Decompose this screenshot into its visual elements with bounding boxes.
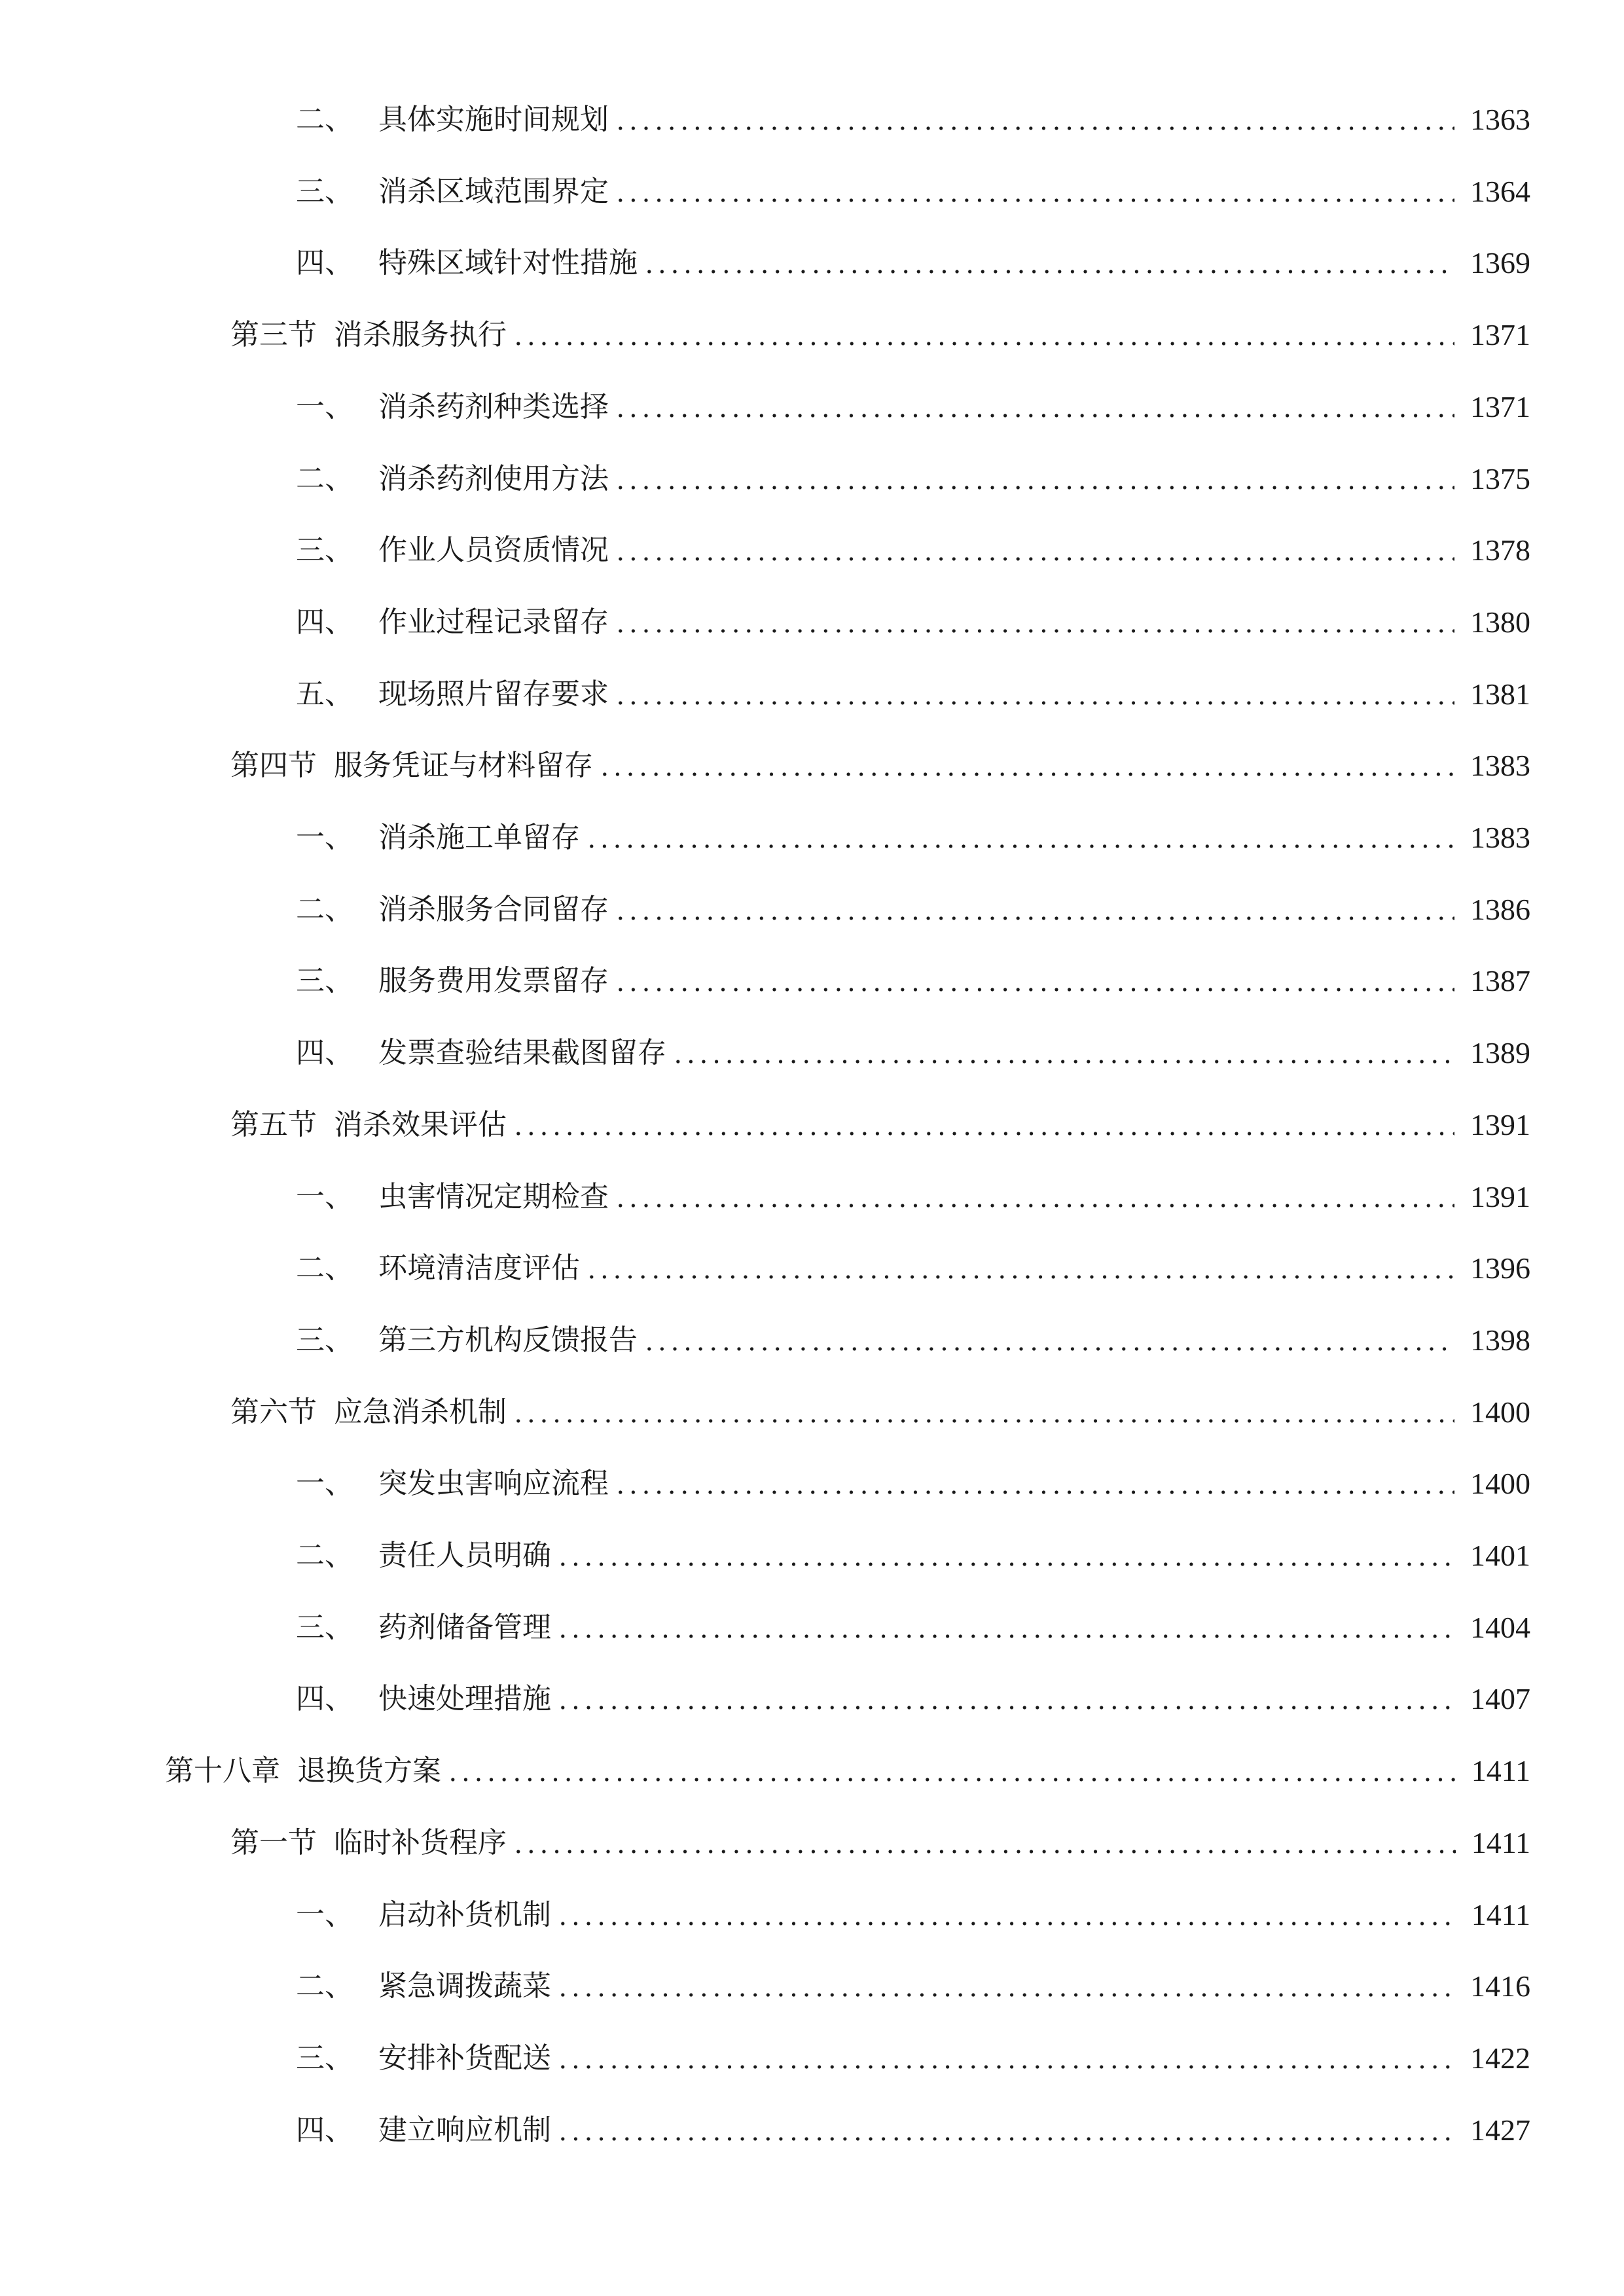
toc-entry-title: 突发虫害响应流程 <box>378 1467 609 1500</box>
dot-leader <box>643 1347 1454 1351</box>
toc-entry[interactable] <box>296 955 1530 1007</box>
dot-leader <box>614 486 1454 490</box>
toc-entry[interactable] <box>296 1458 1530 1510</box>
toc-entry-title: 启动补货机制 <box>378 1898 551 1931</box>
dot-leader <box>556 2065 1454 2069</box>
toc-entry-number: 五、 <box>296 677 353 711</box>
toc-entry-number: 二、 <box>296 1969 353 2003</box>
toc-entry[interactable] <box>296 668 1530 721</box>
toc-entry-title: 临时补货程序 <box>334 1826 507 1859</box>
toc-entry-label <box>296 1682 551 1715</box>
dot-leader <box>614 557 1454 561</box>
toc-entry-number: 一、 <box>296 1467 353 1500</box>
toc-entry-number: 三、 <box>296 2041 353 2075</box>
toc-entry[interactable] <box>296 1889 1530 1941</box>
toc-entry-page-number: 1371 <box>1470 318 1530 351</box>
toc-entry-page-number: 1375 <box>1470 462 1530 495</box>
toc-entry-label <box>296 2113 551 2147</box>
toc-entry-page-number: 1422 <box>1470 2041 1530 2075</box>
toc-entry-title: 发票查验结果截图留存 <box>378 1036 666 1069</box>
dot-leader <box>556 1634 1454 1638</box>
toc-entry-title: 服务费用发票留存 <box>378 964 609 997</box>
toc-entry[interactable] <box>296 1530 1530 1582</box>
toc-entry-number: 四、 <box>296 2113 353 2147</box>
toc-entry[interactable] <box>296 596 1530 649</box>
toc-entry-number: 二、 <box>296 1539 353 1572</box>
toc-entry[interactable] <box>230 1386 1530 1439</box>
toc-entry-label <box>296 2041 551 2075</box>
toc-entry[interactable] <box>230 740 1530 792</box>
toc-entry-number: 一、 <box>296 1180 353 1213</box>
toc-entry[interactable] <box>296 884 1530 936</box>
dot-leader <box>643 270 1454 274</box>
toc-entry-number: 第五节 <box>230 1108 317 1141</box>
toc-entry-number: 二、 <box>296 1251 353 1285</box>
toc-entry-title: 退换货方案 <box>297 1754 441 1787</box>
dot-leader <box>556 1993 1454 1997</box>
dot-leader <box>446 1778 1456 1782</box>
toc-entry-title: 消杀药剂种类选择 <box>378 390 609 423</box>
toc-entry-page-number: 1389 <box>1470 1036 1530 1069</box>
toc-entry-number: 第六节 <box>230 1395 317 1429</box>
toc-entry-label <box>296 462 609 495</box>
toc-entry[interactable] <box>296 1314 1530 1367</box>
toc-entry-label <box>296 605 609 639</box>
toc-entry-page-number: 1391 <box>1470 1108 1530 1141</box>
toc-entry-title: 消杀区域范围界定 <box>378 175 609 208</box>
toc-entry-label <box>230 1108 507 1141</box>
toc-entry-label <box>165 1754 441 1787</box>
toc-entry[interactable] <box>296 2104 1530 2157</box>
toc-entry-page-number: 1386 <box>1470 893 1530 926</box>
toc-entry-number: 一、 <box>296 821 353 854</box>
toc-entry[interactable] <box>296 453 1530 505</box>
toc-entry-number: 二、 <box>296 103 353 136</box>
dot-leader <box>598 772 1454 776</box>
toc-entry-number: 三、 <box>296 1323 353 1357</box>
dot-leader <box>556 1562 1454 1566</box>
toc-entry-number: 第四节 <box>230 749 317 782</box>
dot-leader <box>512 1132 1454 1136</box>
toc-entry-number: 第一节 <box>230 1826 317 1859</box>
toc-entry-label <box>296 533 609 567</box>
dot-leader <box>512 1419 1454 1423</box>
toc-entry-label <box>296 1036 666 1069</box>
toc-entry-page-number: 1404 <box>1470 1611 1530 1644</box>
toc-entry-title: 消杀服务执行 <box>334 318 507 351</box>
toc-entry[interactable] <box>296 381 1530 433</box>
toc-entry-number: 第三节 <box>230 318 317 351</box>
toc-entry-label <box>296 895 609 924</box>
toc-entry-label <box>296 390 609 423</box>
toc-entry[interactable] <box>230 1817 1530 1869</box>
toc-entry-label <box>296 1323 638 1357</box>
toc-entry[interactable] <box>296 1673 1530 1725</box>
toc-entry[interactable] <box>296 812 1530 864</box>
dot-leader <box>614 126 1454 130</box>
toc-entry-page-number: 1400 <box>1470 1467 1530 1500</box>
toc-entry-number: 二、 <box>296 893 353 926</box>
toc-entry-page-number: 1407 <box>1470 1682 1530 1715</box>
toc-entry[interactable] <box>296 166 1530 218</box>
toc-entry-title: 作业过程记录留存 <box>378 605 609 639</box>
toc-entry-label <box>230 1826 507 1859</box>
toc-entry-label <box>230 751 593 780</box>
toc-entry-number: 四、 <box>296 246 353 279</box>
toc-entry-page-number: 1411 <box>1471 1754 1530 1787</box>
toc-entry-page-number: 1416 <box>1470 1969 1530 2003</box>
toc-entry-number: 四、 <box>296 1036 353 1069</box>
toc-entry-page-number: 1401 <box>1470 1539 1530 1572</box>
toc-entry-page-number: 1383 <box>1470 749 1530 782</box>
toc-entry[interactable] <box>296 1960 1530 2013</box>
toc-entry-title: 责任人员明确 <box>378 1539 551 1572</box>
toc-entry-title: 虫害情况定期检查 <box>378 1180 609 1213</box>
toc-entry[interactable] <box>296 1602 1530 1654</box>
toc-entry-title: 药剂储备管理 <box>378 1611 551 1644</box>
toc-entry-number: 一、 <box>296 390 353 423</box>
toc-entry-label <box>230 318 507 351</box>
toc-entry[interactable] <box>296 2032 1530 2085</box>
toc-entry-page-number: 1396 <box>1470 1251 1530 1285</box>
dot-leader <box>556 1922 1456 1926</box>
toc-entry-label <box>296 677 609 711</box>
toc-entry[interactable] <box>230 1099 1530 1151</box>
toc-entry-title: 环境清洁度评估 <box>378 1251 580 1285</box>
toc-entry-label <box>296 823 580 852</box>
toc-entry-page-number: 1411 <box>1471 1826 1530 1859</box>
dot-leader <box>556 2137 1454 2141</box>
toc-entry[interactable] <box>296 237 1530 289</box>
toc-entry-label <box>296 1180 609 1213</box>
dot-leader <box>614 1490 1454 1494</box>
toc-entry-label <box>296 1541 551 1570</box>
toc-entry-number: 三、 <box>296 1611 353 1644</box>
dot-leader <box>614 988 1454 992</box>
toc-entry-title: 第三方机构反馈报告 <box>378 1323 638 1357</box>
toc-entry-title: 应急消杀机制 <box>334 1395 507 1429</box>
dot-leader <box>614 916 1454 920</box>
dot-leader <box>614 1204 1454 1208</box>
dot-leader <box>512 1850 1456 1854</box>
dot-leader <box>585 844 1454 848</box>
toc-entry-page-number: 1371 <box>1470 390 1530 423</box>
toc-entry[interactable] <box>296 524 1530 577</box>
toc-entry-number: 四、 <box>296 1682 353 1715</box>
toc-entry[interactable] <box>296 1171 1530 1223</box>
toc-entry-page-number: 1398 <box>1470 1323 1530 1357</box>
toc-entry-label <box>296 1251 580 1285</box>
toc-entry-number: 三、 <box>296 175 353 208</box>
toc-entry-page-number: 1427 <box>1470 2113 1530 2147</box>
toc-entry-page-number: 1387 <box>1470 964 1530 997</box>
toc-entry-label <box>296 1969 551 2003</box>
dot-leader <box>614 701 1454 705</box>
dot-leader <box>614 414 1454 418</box>
toc-entry[interactable] <box>296 94 1530 146</box>
toc-entry-title: 紧急调拨蔬菜 <box>378 1969 551 2003</box>
toc-entry[interactable] <box>165 1745 1530 1797</box>
toc-entry-number: 二、 <box>296 462 353 495</box>
toc-entry-page-number: 1380 <box>1470 605 1530 639</box>
toc-entry-title: 消杀效果评估 <box>334 1108 507 1141</box>
toc-entry-label <box>296 246 638 279</box>
toc-entry-title: 具体实施时间规划 <box>378 103 609 136</box>
toc-entry-page-number: 1369 <box>1470 246 1530 279</box>
toc-entry-label <box>296 105 609 134</box>
toc-entry-page-number: 1378 <box>1470 533 1530 567</box>
toc-entry[interactable] <box>296 1242 1530 1295</box>
toc-entry-title: 消杀药剂使用方法 <box>378 462 609 495</box>
toc-entry-page-number: 1391 <box>1470 1180 1530 1213</box>
dot-leader <box>672 1060 1454 1064</box>
toc-entry-title: 消杀施工单留存 <box>378 821 580 854</box>
toc-entry-number: 三、 <box>296 964 353 997</box>
toc-entry-number: 第十八章 <box>165 1754 280 1787</box>
dot-leader <box>556 1706 1454 1710</box>
toc-entry-page-number: 1383 <box>1470 821 1530 854</box>
toc-entry-label <box>296 1613 551 1642</box>
toc-entry-page-number: 1363 <box>1470 103 1530 136</box>
toc-entry-label <box>230 1395 507 1429</box>
toc-entry-title: 快速处理措施 <box>378 1682 551 1715</box>
toc-entry-page-number: 1400 <box>1470 1395 1530 1429</box>
dot-leader <box>512 342 1454 346</box>
toc-entry-title: 安排补货配送 <box>378 2041 551 2075</box>
toc-entry[interactable] <box>230 309 1530 361</box>
toc-entry-title: 服务凭证与材料留存 <box>334 749 593 782</box>
dot-leader <box>585 1275 1454 1279</box>
toc-entry-title: 消杀服务合同留存 <box>378 893 609 926</box>
toc-entry-page-number: 1364 <box>1470 175 1530 208</box>
toc-entry-label <box>296 1469 609 1498</box>
dot-leader <box>614 198 1454 202</box>
toc-entry-label <box>296 1898 551 1931</box>
toc-entry-title: 建立响应机制 <box>378 2113 551 2147</box>
toc-entry-number: 四、 <box>296 605 353 639</box>
toc-entry-label <box>296 177 609 206</box>
toc-entry-number: 三、 <box>296 533 353 567</box>
toc-entry-number: 一、 <box>296 1898 353 1931</box>
toc-entry-title: 特殊区域针对性措施 <box>378 246 638 279</box>
toc-entry-page-number: 1381 <box>1470 677 1530 711</box>
toc-entry-title: 现场照片留存要求 <box>378 677 609 711</box>
dot-leader <box>614 629 1454 633</box>
toc-entry-label <box>296 964 609 997</box>
toc-entry-page-number: 1411 <box>1471 1898 1530 1931</box>
toc-entry[interactable] <box>296 1027 1530 1079</box>
toc-entry-title: 作业人员资质情况 <box>378 533 609 567</box>
